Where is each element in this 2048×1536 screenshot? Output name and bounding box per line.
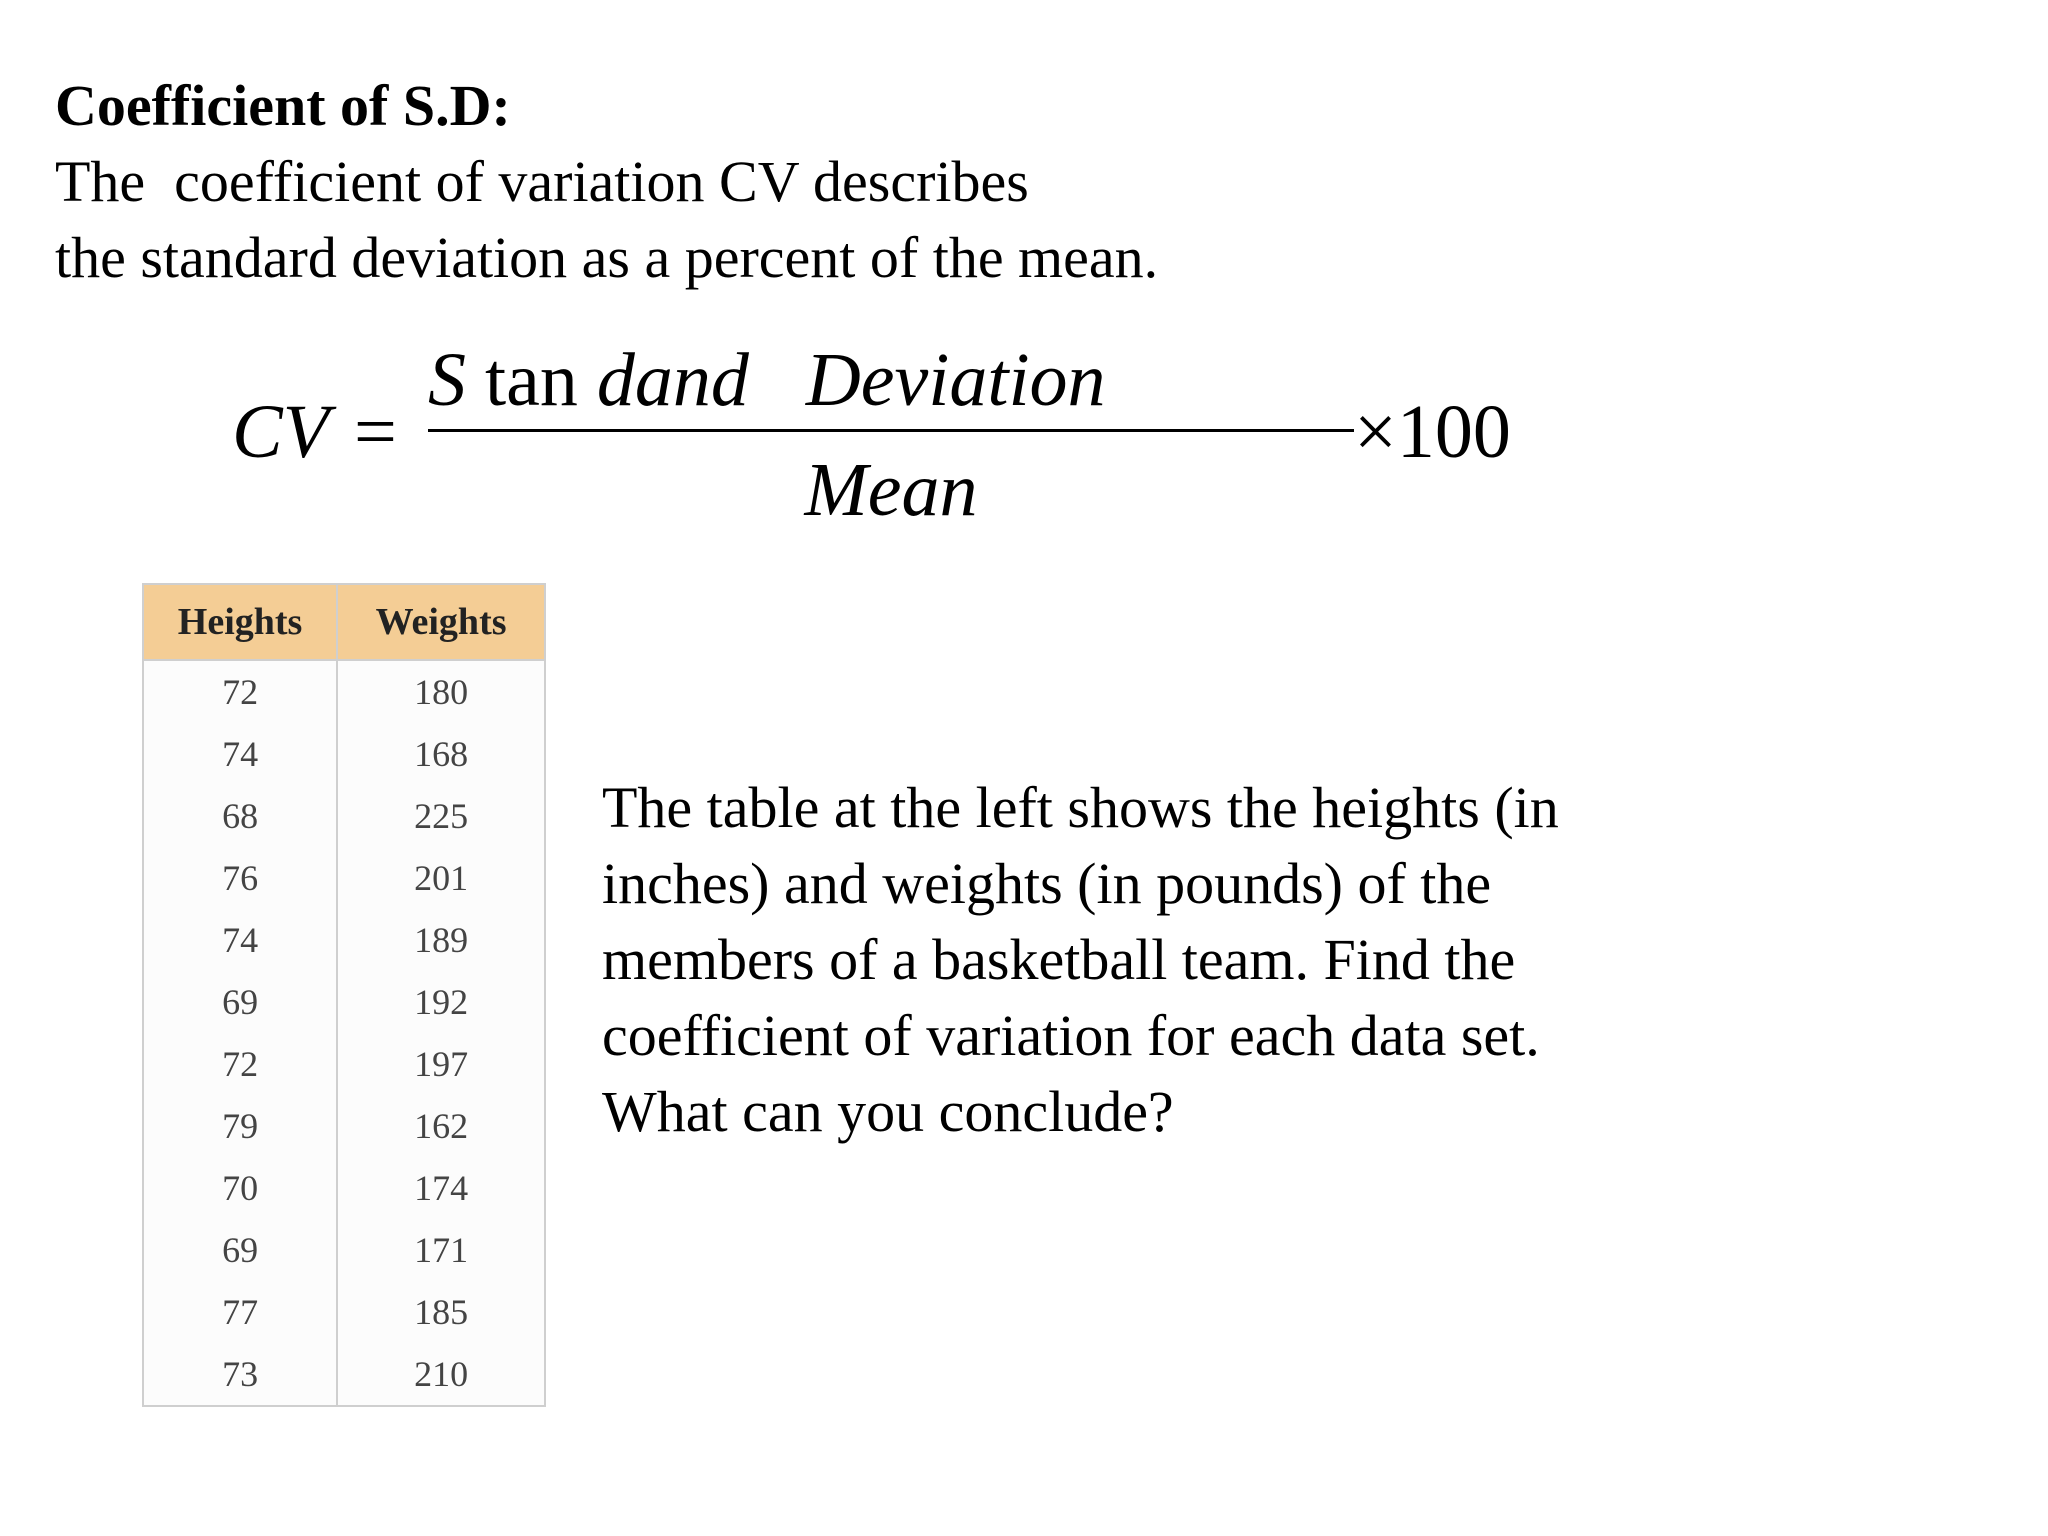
numerator-tan: tan [466,338,578,422]
table-row [143,971,545,1033]
numerator-rest: dand Deviation [596,338,1106,422]
height-cell: 72 [143,660,337,723]
height-cell: 77 [143,1281,337,1343]
weight-cell: 174 [337,1157,545,1219]
header-weights: Weights [337,584,545,660]
problem-line: coefficient of variation for each data set. [602,1003,1540,1068]
problem-statement [602,770,1702,1150]
height-cell: 68 [143,785,337,847]
problem-line: inches) and weights (in pounds) of the [602,851,1492,916]
formula-numerator [428,330,1354,430]
formula-denominator: Mean [804,448,978,532]
height-cell: 72 [143,1033,337,1095]
problem-line: members of a basketball team. Find the [602,927,1516,992]
height-cell: 76 [143,847,337,909]
height-cell: 74 [143,723,337,785]
table-row [143,1343,545,1406]
formula-lhs: CV [232,390,330,474]
weight-cell: 171 [337,1219,545,1281]
table-row [143,1157,545,1219]
fraction-bar [428,429,1354,432]
table-row [143,660,545,723]
height-cell: 74 [143,909,337,971]
weight-cell: 225 [337,785,545,847]
formula-equals: = [354,390,397,474]
table-header-row [143,584,545,660]
table-row [143,1033,545,1095]
height-cell: 69 [143,971,337,1033]
height-cell: 70 [143,1157,337,1219]
table-row [143,723,545,785]
heights-weights-table [142,583,546,1407]
height-cell: 73 [143,1343,337,1406]
problem-line: The table at the left shows the heights (in [602,775,1559,840]
description-line-2: the standard deviation as a percent of the mean. [55,225,1159,290]
table-row [143,1095,545,1157]
header-heights: Heights [143,584,337,660]
weight-cell: 180 [337,660,545,723]
table-row [143,847,545,909]
weight-cell: 168 [337,723,545,785]
table-row [143,1219,545,1281]
weight-cell: 197 [337,1033,545,1095]
weight-cell: 201 [337,847,545,909]
numerator-s: S [428,338,466,422]
formula-multiplier: ×100 [1354,390,1511,474]
table-row [143,909,545,971]
weight-cell: 185 [337,1281,545,1343]
weight-cell: 162 [337,1095,545,1157]
height-cell: 79 [143,1095,337,1157]
weight-cell: 192 [337,971,545,1033]
table-row [143,785,545,847]
description-line-1: The coefficient of variation CV describes [55,149,1029,214]
weight-cell: 189 [337,909,545,971]
height-cell: 69 [143,1219,337,1281]
problem-line: What can you conclude? [602,1079,1174,1144]
cv-formula [232,330,1511,550]
weight-cell: 210 [337,1343,545,1406]
slide-title: Coefficient of S.D: [55,73,511,138]
heading-block [55,68,1455,296]
table-row [143,1281,545,1343]
